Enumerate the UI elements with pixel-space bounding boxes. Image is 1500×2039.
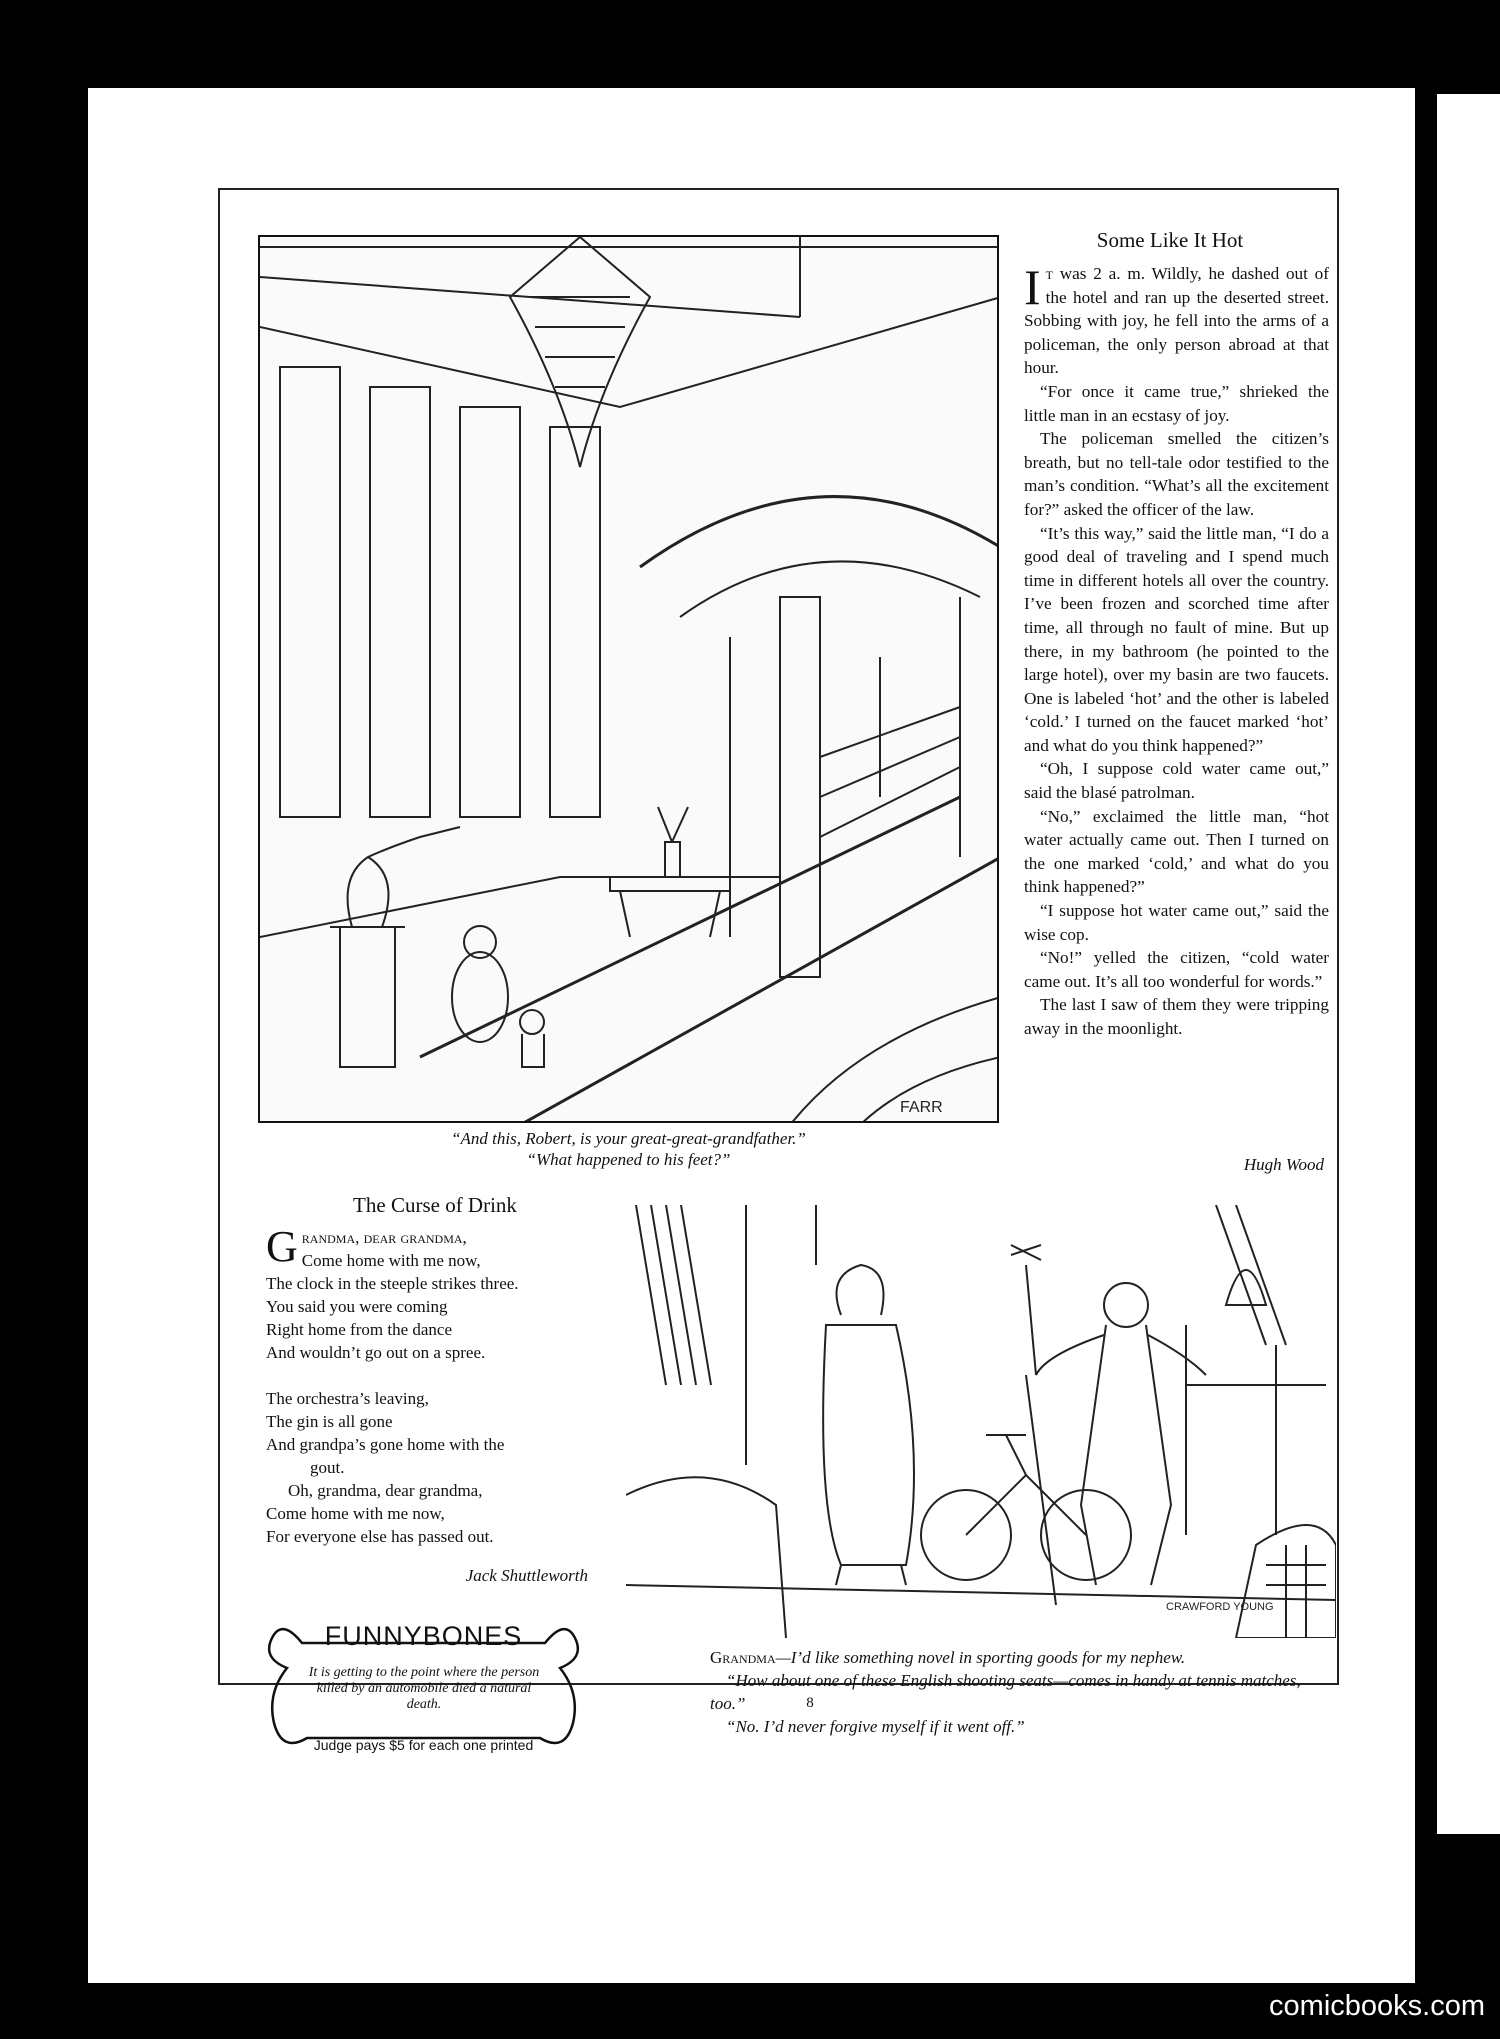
poem-curse-of-drink xyxy=(266,1222,614,1548)
poem-line: And wouldn’t go out on a spree. xyxy=(266,1343,486,1362)
cartoon-hotel-lobby xyxy=(258,235,999,1123)
article-paragraph: “No,” exclaimed the little man, “hot water actually came out. Then I turned on the one marked ‘cold,’ and what do you think happened?” xyxy=(1024,806,1329,897)
poem-line: Come home with me now, xyxy=(301,1251,481,1270)
byline-hugh-wood: Hugh Wood xyxy=(1243,1155,1324,1174)
funnybones-title: FUNNYBONES xyxy=(324,1621,523,1651)
funnybones-box xyxy=(262,1613,585,1769)
article-paragraph: It was 2 a. m. Wildly, he dashed out of the hotel and ran up the deserted street. Sobbing with joy, he fell into the arms of a policeman, the only person abroad at that hour. xyxy=(1024,259,1329,378)
drop-cap: G xyxy=(266,1222,298,1271)
poem-line: The orchestra’s leaving, xyxy=(266,1389,429,1408)
watermark: comicbooks.com xyxy=(1269,1990,1485,2022)
article-some-like-it-hot xyxy=(1024,259,1329,1041)
caption-line-1: “And this, Robert, is your great-great-grandfather.” xyxy=(451,1129,806,1148)
funnybones-footer: Judge pays $5 for each one printed xyxy=(313,1737,534,1753)
facing-page-edge xyxy=(1437,94,1500,1834)
cartoon-sporting-goods xyxy=(626,1205,1336,1638)
poem-line: You said you were coming xyxy=(266,1297,448,1316)
caption-paragraph: “No. I’d never forgive myself if it went off.” xyxy=(726,1717,1025,1736)
poem-line: And grandpa’s gone home with the xyxy=(266,1435,505,1454)
poem-line: Come home with me now, xyxy=(266,1504,445,1523)
poem-line: The clock in the steeple strikes three. xyxy=(266,1274,519,1293)
poem-line: Right home from the dance xyxy=(266,1320,453,1339)
poem-line: gout. xyxy=(310,1458,345,1477)
poem-line: For everyone else has passed out. xyxy=(266,1527,494,1546)
article-title-some-like-it-hot: Some Like It Hot xyxy=(1096,228,1244,252)
article-paragraph: The last I saw of them they were tripping away in the moonlight. xyxy=(1024,995,1329,1038)
article-paragraph: “Oh, I suppose cold water came out,” said the blasé patrolman. xyxy=(1024,759,1329,803)
article-paragraph: “For once it came true,” shrieked the little man in an ecstasy of joy. xyxy=(1024,381,1329,425)
funnybones-joke: It is getting to the point where the person killed by an automobile died a natural death. xyxy=(308,1665,540,1712)
poem-line: The gin is all gone xyxy=(266,1412,393,1431)
article-paragraph: “It’s this way,” said the little man, “I do a good deal of traveling and I spend much time in different hotels all over the country. I’ve been frozen and scorched time after time, all through no fault of mine. But up there, in my bathroom (he pointed to the large hotel), over my basin are two faucets. One is labeled ‘hot’ and the other is labeled ‘cold.’ I turned on the faucet marked ‘hot’ and what do you think happened?” xyxy=(1024,523,1329,755)
article-paragraph: The policeman smelled the citizen’s breath, but no tell-tale odor testified to the man’s condition. “What’s all the excitement for?” asked the officer of the law. xyxy=(1024,429,1329,519)
cartoon-top-caption xyxy=(258,1128,999,1170)
caption-paragraph: Grandma—I’d like something novel in sporting goods for my nephew. xyxy=(710,1648,1186,1667)
page-number: 8 xyxy=(806,1695,814,1711)
article-paragraph: “No!” yelled the citizen, “cold water came out. It’s all too wonderful for words.” xyxy=(1024,948,1329,991)
caption-line-2: “What happened to his feet?” xyxy=(526,1150,731,1169)
sporting-goods-illustration xyxy=(626,1205,1336,1638)
drop-cap: I xyxy=(1024,259,1041,315)
stanza-break xyxy=(266,1364,614,1387)
caption-paragraph: “How about one of these English shooting seats—comes in handy at tennis matches, too.” xyxy=(710,1671,1301,1713)
poem-line: Grandma, dear grandma, xyxy=(266,1222,467,1271)
poem-title-curse-of-drink: The Curse of Drink xyxy=(353,1193,517,1217)
cartoon-bottom-caption xyxy=(710,1646,1340,1738)
cartoon-signature-farr: FARR xyxy=(900,1099,943,1116)
cartoon-signature-young: CRAWFORD YOUNG xyxy=(1166,1601,1274,1613)
article-paragraph: “I suppose hot water came out,” said the wise cop. xyxy=(1024,901,1329,944)
poem-line: Oh, grandma, dear grandma, xyxy=(288,1481,483,1500)
hotel-lobby-illustration xyxy=(260,237,999,1123)
byline-jack-shuttleworth: Jack Shuttleworth xyxy=(465,1566,588,1585)
speaker-name: Grandma xyxy=(710,1648,776,1667)
